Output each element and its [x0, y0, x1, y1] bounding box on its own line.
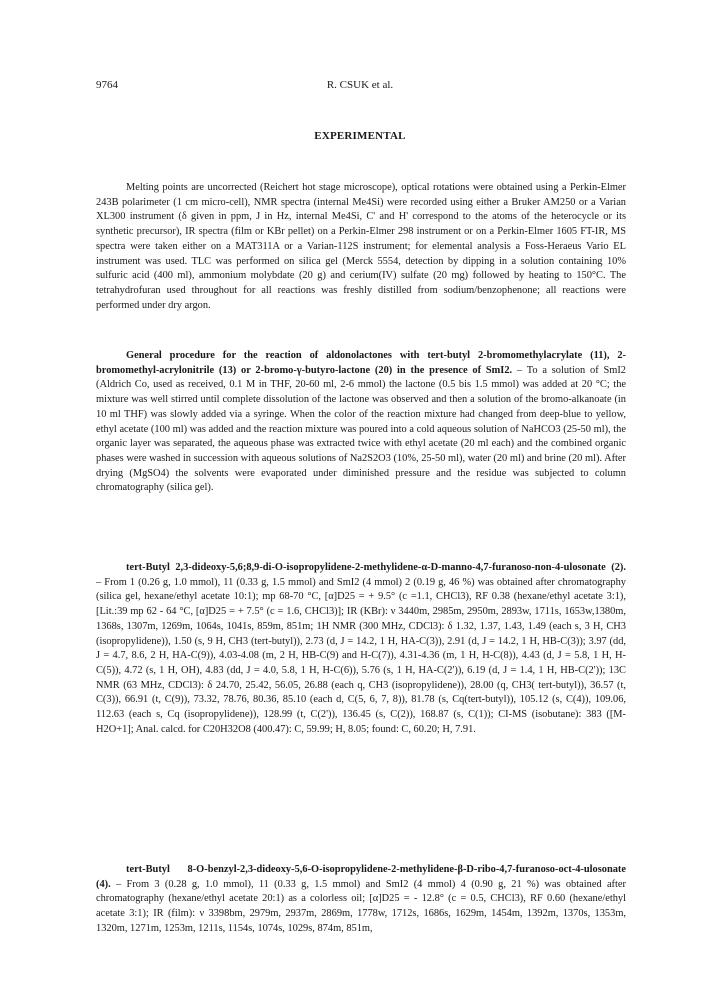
page-number: 9764: [96, 79, 118, 91]
paragraph-heading: General procedure for the reaction of aldonolactones with tert-butyl 2-bromomethylacrylate (11), 2-bromomethyl-acrylonitrile (13) or 2-bromo-γ-butyro-lactone (20) in the presence of SmI2.: [96, 350, 626, 376]
paragraph-text: Melting points are uncorrected (Reichert hot stage microscope), optical rotations were obtained using a Perkin-Elmer 243B polarimeter (1 cm micro-cell), NMR spectra (internal Me4Si) were recorded using either a Bruker AM250 or a Varian XL300 instrument (δ given in ppm, J in Hz, internal Me4Si, C' and H' correspond to the atoms of the heterocycle or its synthetic precursor), IR spectra (film or KBr pellet) on a Perkin-Elmer 298 instrument or on a Perkin-Elmer 1605 FT-IR, MS spectra were taken either on a MAT311A or a Varian-112S instrument; for elemental analysis a Foss-Heraeus Vario EL instrument was used. TLC was performed on silica gel (Merck 5554, detection by dipping in a solution containing 10% sulfuric acid (400 ml), ammonium molybdate (20 g) and cerium(IV) sulfate (20 mg) followed by heating to 150°C. The tetrahydrofuran used throughout for all reactions was freshly distilled from sodium/benzophenone; all reactions were performed under dry argon.: [96, 182, 626, 311]
paragraph-compound-2: [96, 561, 626, 737]
running-head: R. CSUK et al.: [326, 79, 394, 91]
paragraph-general-methods: [96, 181, 626, 313]
paragraph-text: – To a solution of SmI2 (Aldrich Co, used as received, 0.1 M in THF, 20-60 ml, 2-6 mmol) the lactone (0.5 bis 1.5 mmol) was added at 20 °C; the mixture was well stirred until complete dissolution of the lactone was observed and then a solution of the bromo-alkanoate (in 10 ml THF) was slowly added via a syringe. When the color of the reaction mixture had changed from deep-blue to yellow, ethyl acetate (100 ml) was added and the reaction mixture was poured into a cold aqueous solution of NaHCO3 (25-50 ml), the organic layer was separated, the aqueous phase was extracted twice with ethyl acetate (20 ml each) and the combined organic phases were washed in succession with aqueous solutions of Na2S2O3 (10%, 25-50 ml), water (20 ml) and brine (20 ml). After drying (MgSO4) the solvents were evaporated under diminished pressure and the residue was subjected to column chromatography (silica gel).: [96, 364, 626, 494]
section-title: EXPERIMENTAL: [314, 130, 406, 142]
paragraph-heading: tert-Butyl 2,3-dideoxy-5,6;8,9-di-O-isopropylidene-2-methylidene-α-D-manno-4,7-furanoso-non-4-ulosonate (2).: [126, 562, 626, 573]
paragraph-text: – From 1 (0.26 g, 1.0 mmol), 11 (0.33 g, 1.5 mmol) and SmI2 (4 mmol) 2 (0.19 g, 46 %) was obtained after chromatography (silica gel, hexane/ethyl acetate 10:1); mp 68-70 °C, [α]D25 = + 9.5° (c =1.1, CHCl3), RF 0.38 (hexane/ethyl acetate 3:1), [Lit.:39 mp 62 - 64 °C, [α]D25 = + 7.5° (c = 1.6, CHCl3)]; IR (KBr): ν 3440m, 2985m, 2950m, 2893w, 1711s, 1653w,1380m, 1368s, 1307m, 1269m, 1064s, 1041s, 859m, 851m; 1H NMR (300 MHz, CDCl3): δ 1.32, 1.37, 1.43, 1.49 (each s, 3 H, CH3 (isopropylidene)), 1.50 (s, 9 H, CH3 (tert-butyl)), 2.73 (d, J = 14.2, 1 H, HA-C(3)), 2.91 (d, J = 14.2, 1 H, HB-C(3)); 3.97 (dd, J = 4.7, 8.6, 2 H, HA-C(9)), 4.03-4.08 (m, 2 H, HB-C(9) and H-C(7)), 4.31-4.36 (m, 1 H, H-C(8)), 4.43 (d, J = 5.8, 1 H, H-C(5)), 4.72 (s, 1 H, OH), 4.83 (dd, J = 4.0, 5.8, 1 H, H-C(6)), 5.76 (s, 1 H, HA-C(2')), 6.19 (d, J = 1.4, 1 H, HB-C(2')); 13C NMR (63 MHz, CDCl3): δ 24.70, 25.42, 56.05, 26.88 (each q, CH3 (isopropylidene)), 28.00 (q, CH3( tert-butyl)), 36.57 (t, C(3)), 66.91 (t, C(9)), 73.32, 78.76, 80.36, 85.10 (each d, C(5, 6, 7, 8)), 81.78 (s, Cq(tert-butyl)), 105.12 (s, C(4)), 109.06, 112.63 (each s, Cq (isopropylidene)), 128.99 (t, C(2')), 136.45 (s, C(2)), 168.87 (s, C(1)); CI-MS (isobutane): 383 ([M-H2O+1]; Anal. calcd. for C20H32O8 (400.47): C, 59.99; H, 8.05; found: C, 60.20; H, 7.91.: [96, 576, 626, 735]
paragraph-heading: tert-Butyl 8-O-benzyl-2,3-dideoxy-5,6-O-isopropylidene-2-methylidene-β-D-ribo-4,7-furanoso-oct-4-ulosonate (4).: [96, 864, 626, 890]
paragraph-text: – From 3 (0.28 g, 1.0 mmol), 11 (0.33 g, 1.5 mmol) and SmI2 (4 mmol) 4 (0.90 g, 21 %) was obtained after chromatography (hexane/ethyl acetate 20:1) as a colorless oil; [α]D25 = - 12.8° (c = 0.5, CHCl3), RF 0.60 (hexane/ethyl acetate 3:1); IR (film): ν 3398bm, 2979m, 2937m, 2869m, 1778w, 1712s, 1686s, 1629m, 1454m, 1392m, 1370s, 1353m, 1320m, 1271m, 1253m, 1211s, 1154s, 1074s, 1029s, 874m, 851m,: [96, 878, 626, 934]
paragraph-compound-4: [96, 863, 626, 937]
paragraph-general-procedure: [96, 349, 626, 496]
